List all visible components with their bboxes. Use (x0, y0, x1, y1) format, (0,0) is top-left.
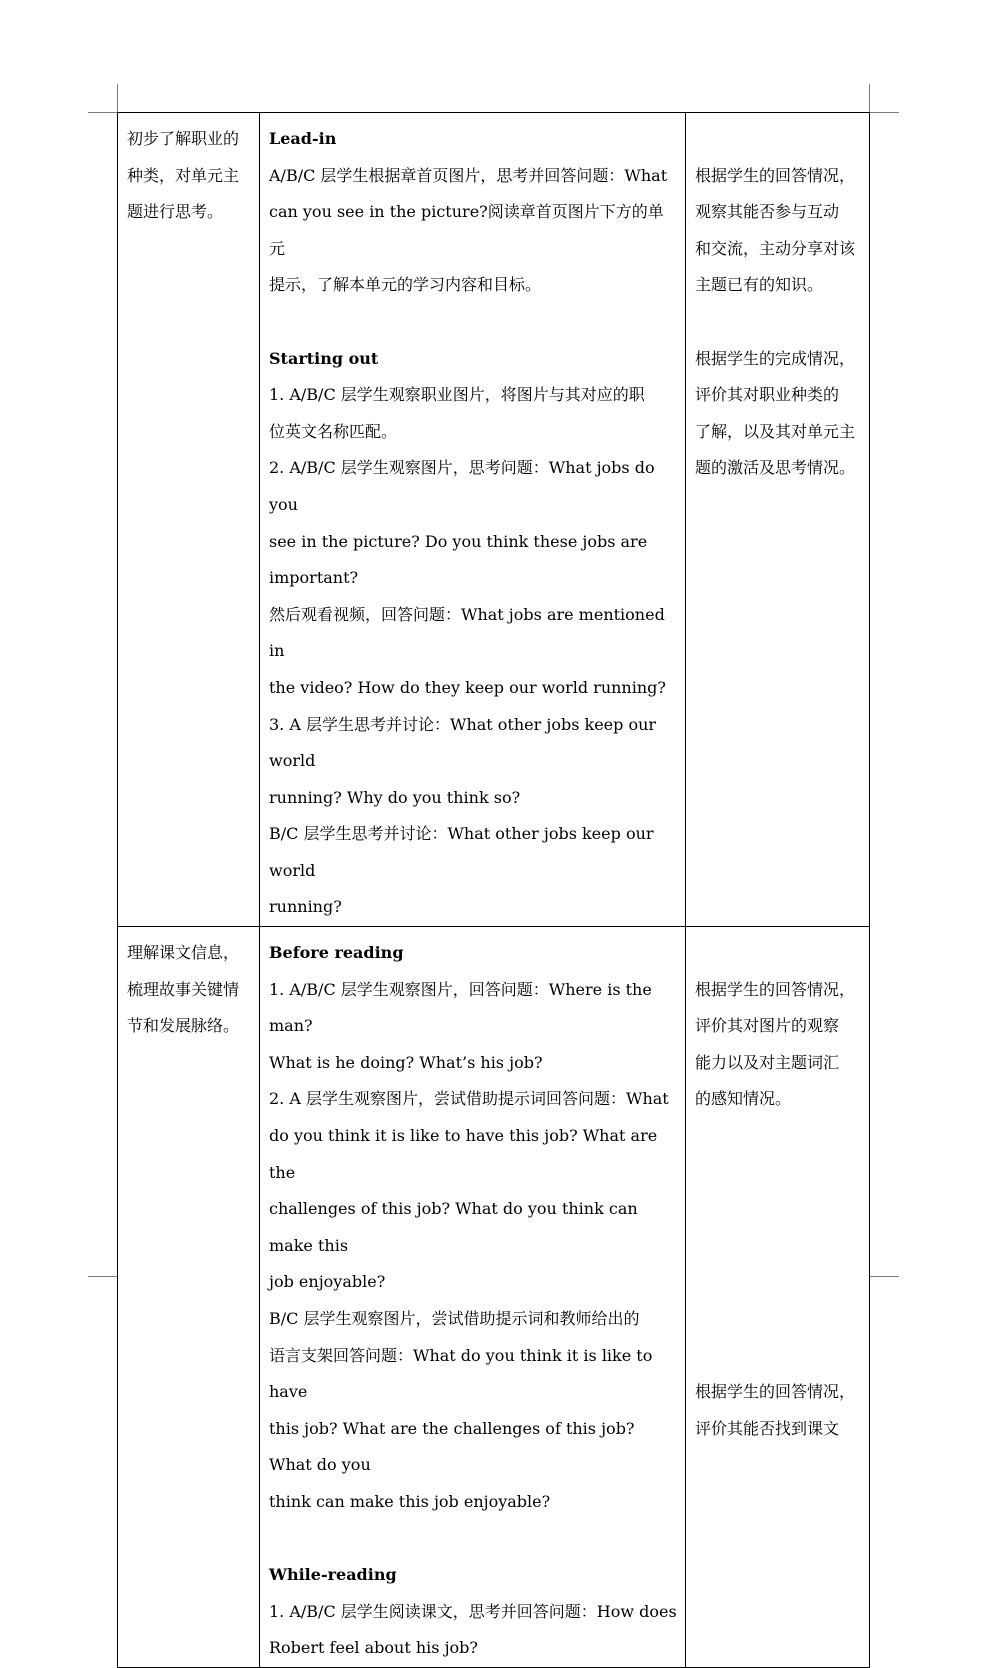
spacer (695, 1264, 861, 1301)
spacer (695, 1155, 861, 1192)
assessment-line: 评价其对职业种类的 (695, 385, 840, 405)
assessment-line: 的感知情况。 (695, 1089, 792, 1109)
activity-line: think can make this job enjoyable? (269, 1491, 551, 1511)
assessment-cell (686, 927, 870, 1668)
activity-line: 语言支架回答问题：What do you think it is like to have (269, 1345, 653, 1402)
activity-line: this job? What are the challenges of this job? What do you (269, 1418, 635, 1475)
spacer (695, 1118, 861, 1155)
section-heading-lead-in: Lead-in (269, 129, 337, 148)
activity-cell (260, 113, 686, 927)
assessment-line: 了解，以及其对单元主 (695, 421, 856, 441)
activity-line: running? Why do you think so? (269, 787, 521, 807)
activity-line: see in the picture? Do you think these jobs are important? (269, 531, 648, 588)
section-heading-before-reading: Before reading (269, 943, 404, 963)
spacer (695, 1228, 861, 1265)
objective-line: 种类，对单元主 (127, 165, 240, 185)
crop-mark-top-left-horizontal (88, 112, 117, 113)
spacer (695, 1191, 861, 1228)
activity-line: the video? How do they keep our world running? (269, 677, 666, 697)
activity-line: B/C 层学生观察图片，尝试借助提示词和教师给出的 (269, 1309, 640, 1328)
activity-line: 3. A 层学生思考并讨论：What other jobs keep our world (269, 714, 657, 771)
crop-mark-bottom-left-horizontal (88, 1276, 117, 1277)
activity-cell (260, 927, 686, 1668)
activity-line: job enjoyable? (269, 1272, 386, 1292)
section-heading-starting-out: Starting out (269, 348, 379, 368)
spacer (269, 304, 677, 341)
activity-line: Robert feel about his job? (269, 1638, 478, 1658)
activity-line: 2. A/B/C 层学生观察图片，思考问题：What jobs do you (269, 458, 655, 514)
activity-line: 然后观看视频，回答问题：What jobs are mentioned in (269, 604, 665, 661)
spacer (269, 1521, 677, 1558)
section-heading-while-reading: While-reading (269, 1565, 397, 1585)
activity-line: running? (269, 897, 342, 917)
assessment-line: 根据学生的回答情况， (695, 979, 856, 999)
assessment-line: 评价其对图片的观察 (695, 1016, 840, 1036)
activity-line: B/C 层学生思考并讨论：What other jobs keep our world (269, 824, 654, 880)
lesson-plan-table (117, 112, 870, 1668)
objective-line: 题进行思考。 (127, 202, 224, 222)
assessment-line: 主题已有的知识。 (695, 275, 824, 295)
spacer (695, 304, 861, 341)
activity-line: What is he doing? What’s his job? (269, 1052, 543, 1072)
objective-cell (118, 927, 260, 1668)
assessment-line: 题的激活及思考情况。 (695, 458, 856, 478)
activity-line: challenges of this job? What do you think can make this (269, 1199, 638, 1255)
assessment-line: 根据学生的完成情况， (695, 348, 856, 368)
activity-line: 提示，了解本单元的学习内容和目标。 (269, 275, 542, 295)
assessment-line: 观察其能否参与互动 (695, 202, 840, 222)
spacer (695, 935, 861, 972)
assessment-cell (686, 113, 870, 927)
activity-line: do you think it is like to have this job? What are the (269, 1126, 658, 1182)
crop-mark-top-left-vertical (117, 84, 118, 112)
activity-line: 1. A/B/C 层学生阅读课文，思考并回答问题：How does (269, 1601, 677, 1621)
assessment-line: 评价其能否找到课文 (695, 1418, 840, 1438)
assessment-line: 能力以及对主题词汇 (695, 1052, 840, 1072)
activity-line: A/B/C 层学生根据章首页图片，思考并回答问题：What (269, 165, 668, 185)
spacer (695, 1301, 861, 1338)
objective-line: 梳理故事关键情 (127, 979, 240, 999)
spacer (695, 121, 861, 158)
assessment-line: 和交流，主动分享对该 (695, 238, 856, 258)
objective-cell (118, 113, 260, 927)
activity-line: 1. A/B/C 层学生观察职业图片，将图片与其对应的职 (269, 385, 645, 405)
activity-line: can you see in the picture?阅读章首页图片下方的单元 (269, 202, 664, 258)
crop-mark-top-right-vertical (869, 84, 870, 112)
table-row (118, 927, 870, 1668)
crop-mark-bottom-right-horizontal (869, 1276, 899, 1277)
objective-line: 节和发展脉络。 (127, 1016, 240, 1036)
assessment-line: 根据学生的回答情况， (695, 1382, 856, 1402)
crop-mark-top-right-horizontal (869, 112, 899, 113)
objective-line: 理解课文信息， (127, 943, 240, 963)
assessment-line: 根据学生的回答情况， (695, 165, 856, 185)
table-row (118, 113, 870, 927)
objective-line: 初步了解职业的 (127, 129, 240, 148)
activity-line: 2. A 层学生观察图片，尝试借助提示词回答问题：What (269, 1089, 669, 1109)
activity-line: 位英文名称匹配。 (269, 421, 398, 441)
activity-line: 1. A/B/C 层学生观察图片，回答问题：Where is the man? (269, 979, 652, 1036)
spacer (695, 1338, 861, 1375)
